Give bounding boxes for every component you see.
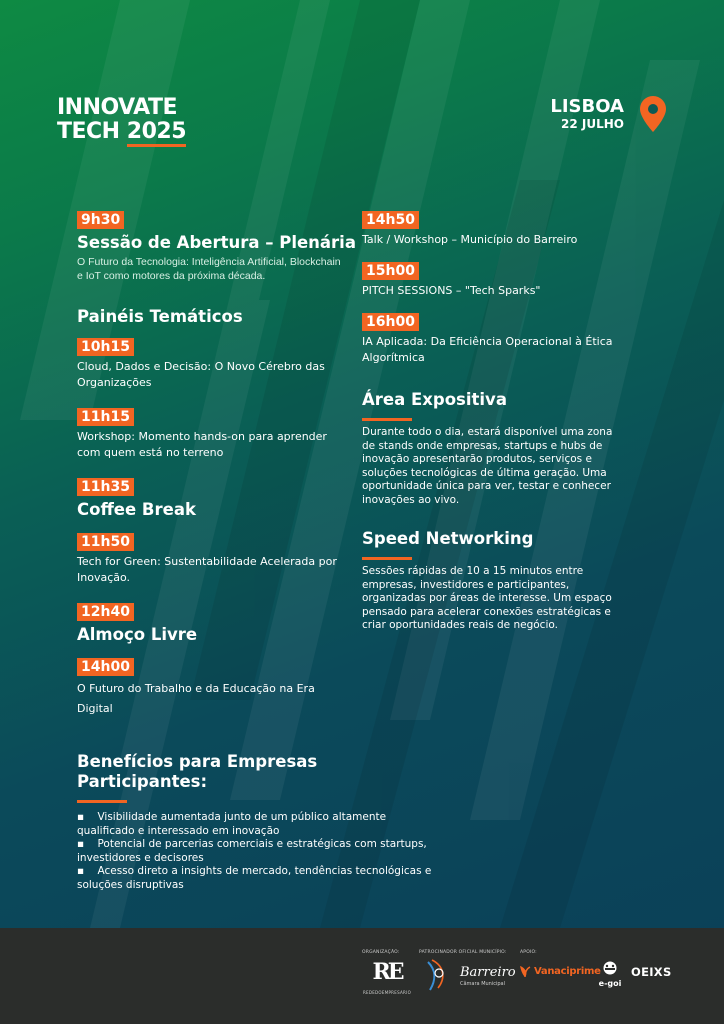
organizacao-label: ORGANIZAÇÃO: <box>362 950 400 955</box>
time-badge: 15h00 <box>362 262 419 280</box>
apoio-label: APOIO: <box>520 950 537 955</box>
time-badge: 12h40 <box>77 603 134 621</box>
map-pin-icon <box>640 96 666 132</box>
agenda-text: O Futuro do Trabalho e da Educação na Era Digital <box>77 682 315 715</box>
organizer-logo-text: REDEDOEMPRESARIO <box>362 990 412 995</box>
organizer-logo <box>362 960 412 995</box>
list-item: ▪ Acesso direto a insights de mercado, tendências tecnológicas e soluções disruptivas <box>77 865 432 891</box>
logo-word-tech: TECH <box>57 119 120 144</box>
section-text: Durante todo o dia, estará disponível uma zona de stands onde empresas, startups e hubs de inovação apresentarão produtos, serviços e soluções tecnológicas de última geração. Uma oportunidade única para ver, testar e conhecer inovações ao vivo. <box>362 426 613 506</box>
municipio-name: Barreiro <box>460 965 516 980</box>
agenda-title: Sessão de Abertura – Plenária <box>77 233 356 252</box>
agenda-title: Almoço Livre <box>77 625 198 644</box>
agenda-text: Workshop: Momento hands-on para aprender com quem está no terreno <box>77 430 327 459</box>
time-badge: 14h00 <box>77 658 134 676</box>
accent-bar <box>77 800 127 803</box>
benefits-section <box>77 752 437 892</box>
agenda-text: IA Aplicada: Da Eficiência Operacional à Ética Algorítmica <box>362 335 613 364</box>
agenda-text: PITCH SESSIONS – "Tech Sparks" <box>362 284 541 297</box>
section-area-expositiva <box>362 390 622 507</box>
location-city: LISBOA <box>550 96 624 117</box>
section-heading-paineis: Painéis Temáticos <box>77 307 243 326</box>
agenda-text: Tech for Green: Sustentabilidade Acelerada por Inovação. <box>77 555 337 584</box>
agenda-item <box>77 476 347 520</box>
agenda-item <box>77 406 347 461</box>
agenda-item <box>77 336 347 391</box>
agenda-item <box>77 209 356 283</box>
location-date: 22 JULHO <box>561 117 624 131</box>
agenda-title: Coffee Break <box>77 500 196 519</box>
section-heading: Speed Networking <box>362 529 534 548</box>
sponsor-egoi-logo <box>597 960 623 988</box>
organizer-logo-mark: RE <box>372 959 402 985</box>
section-text: Sessões rápidas de 10 a 15 minutos entre empresas, investidores e participantes, organizadas por áreas de interesse. Um espaço pensado para acelerar conexões estratégicas e criar oportunidades reais de negócio. <box>362 565 612 631</box>
egoi-emblem-icon <box>601 961 619 975</box>
time-badge: 11h35 <box>77 478 134 496</box>
barreiro-emblem-icon <box>422 956 456 992</box>
patrocinador-label: PATROCINADOR OFICIAL MUNICÍPIO: <box>419 950 507 955</box>
agenda-item <box>362 260 622 299</box>
benefits-heading: Benefícios para Empresas Participantes: <box>77 752 318 791</box>
time-badge: 11h50 <box>77 533 134 551</box>
sponsor-egoi-name: e-goi <box>598 979 622 988</box>
event-logo <box>57 96 186 144</box>
time-badge: 14h50 <box>362 211 419 229</box>
sponsors-footer <box>0 928 724 1024</box>
logo-year: 2025 <box>127 119 186 147</box>
time-badge: 10h15 <box>77 338 134 356</box>
list-item: ▪ Potencial de parcerias comerciais e estratégicas com startups, investidores e decisores <box>77 838 427 864</box>
event-location <box>550 97 624 131</box>
logo-line-1: INNOVATE <box>57 95 178 120</box>
agenda-item <box>77 656 347 719</box>
municipio-logo <box>422 956 516 992</box>
time-badge: 9h30 <box>77 211 124 229</box>
accent-bar <box>362 418 412 421</box>
agenda-subtitle: O Futuro da Tecnologia: Inteligência Artificial, Blockchain e IoT como motores da próxima década. <box>77 256 341 282</box>
agenda-item <box>362 311 622 366</box>
sponsor-vanaciprime-name: Vanaciprime <box>534 965 601 977</box>
time-badge: 16h00 <box>362 313 419 331</box>
list-item: ▪ Visibilidade aumentada junto de um público altamente qualificado e interessado em inovação <box>77 811 387 837</box>
agenda-right-column <box>362 209 622 633</box>
section-heading: Área Expositiva <box>362 390 507 409</box>
sponsor-vanaciprime-logo <box>518 964 601 978</box>
section-speed-networking <box>362 529 622 633</box>
municipio-sub: Câmara Municipal <box>460 981 506 987</box>
agenda-text: Cloud, Dados e Decisão: O Novo Cérebro das Organizações <box>77 360 325 389</box>
vanaciprime-emblem-icon <box>518 964 532 978</box>
accent-bar <box>362 557 412 560</box>
agenda-item <box>77 601 347 645</box>
benefits-list <box>77 811 437 892</box>
agenda-text: Talk / Workshop – Município do Barreiro <box>362 233 578 246</box>
agenda-item <box>77 531 347 586</box>
agenda-item <box>362 209 622 248</box>
time-badge: 11h15 <box>77 408 134 426</box>
sponsor-oeixs-logo: OEIXS <box>631 965 672 979</box>
agenda-left-column <box>77 209 356 719</box>
